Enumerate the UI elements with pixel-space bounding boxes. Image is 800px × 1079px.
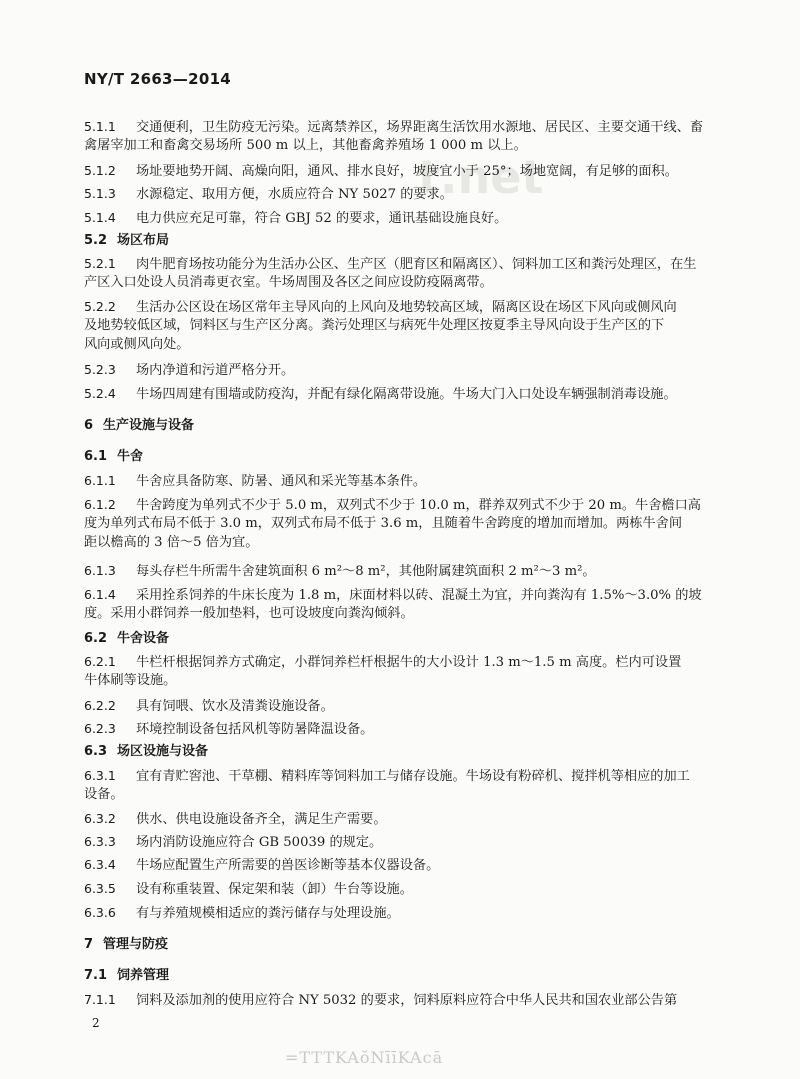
watermark: t.net	[418, 150, 544, 204]
clause-6-3-4	[84, 856, 720, 875]
clause-5-1-2	[84, 162, 720, 181]
clause-5-1-1-cont: 禽屠宰加工和畜禽交易场所 500 m 以上，其他畜禽养殖场 1 000 m 以上。	[84, 138, 527, 153]
clause-6-1-2-cont: 度为单列式布局不低于 3.0 m，双列式布局不低于 3.6 m，且随着牛舍跨度的增加而增加。两栋牛舍间	[84, 516, 683, 531]
section-heading-6-1	[84, 448, 720, 466]
clause-text: 有与养殖规模相适应的粪污储存与处理设施。	[136, 906, 400, 921]
clause-5-2-2-cont: 及地势较低区域，饲料区与生产区分离。粪污处理区与病死牛处理区按夏季主导风向设于生产区的下	[84, 318, 665, 333]
clause-5-2-4	[84, 385, 720, 404]
clause-number: 5.1.4	[84, 210, 116, 225]
clause-6-2-3	[84, 720, 720, 739]
chapter-heading-6	[84, 417, 720, 435]
clause-6-2-2	[84, 697, 720, 716]
clause-6-3-1-cont: 设备。	[84, 787, 124, 802]
clause-text: 肉牛肥育场按功能分为生活办公区、生产区（肥育区和隔离区）、饲料加工区和粪污处理区，在生	[136, 257, 697, 272]
section-number: 6.2	[84, 631, 108, 646]
clause-number: 6.3.2	[84, 811, 116, 826]
clause-number: 5.1.2	[84, 163, 116, 178]
clause-text: 牛舍应具备防寒、防暑、通风和采光等基本条件。	[136, 474, 427, 489]
section-number: 7	[84, 937, 94, 952]
section-number: 5.2	[84, 233, 108, 248]
clause-text: 交通便利，卫生防疫无污染。远离禁养区，场界距离生活饮用水源地、居民区、主要交通干线、畜	[136, 120, 704, 135]
clause-number: 6.2.3	[84, 721, 116, 736]
standard-number-header: NY/T 2663—2014	[84, 70, 232, 88]
clause-5-2-1	[84, 255, 720, 274]
clause-6-1-2	[84, 496, 720, 515]
clause-text: 具有饲喂、饮水及清粪设施设备。	[136, 699, 334, 714]
clause-text: 牛场应配置生产所需要的兽医诊断等基本仪器设备。	[136, 858, 440, 873]
clause-text: 牛舍跨度为单列式不少于 5.0 m，双列式不少于 10.0 m，群养双列式不少于 20 m。牛舍檐口高	[136, 498, 701, 513]
clause-text: 场址要地势开阔、高燥向阳，通风、排水良好，坡度宜小于 25°；场地宽阔，有足够的面积。	[136, 164, 678, 179]
clause-text: 宜有青贮窖池、干草棚、精料库等饲料加工与储存设施。牛场设有粉碎机、搅拌机等相应的加工	[136, 769, 690, 784]
section-title: 管理与防疫	[103, 937, 169, 952]
clause-6-1-4-cont: 度。采用小群饲养一般加垫料，也可设坡度向粪沟倾斜。	[84, 606, 414, 621]
section-title: 场区布局	[117, 233, 170, 248]
section-title: 牛舍	[117, 449, 144, 464]
clause-number: 6.3.5	[84, 881, 116, 896]
clause-6-3-2	[84, 810, 720, 829]
clause-6-3-1	[84, 767, 720, 786]
clause-text: 供水、供电设施设备齐全，满足生产需要。	[136, 812, 387, 827]
section-heading-6-3	[84, 743, 720, 761]
section-heading-5-2	[84, 232, 720, 250]
clause-number: 6.2.1	[84, 654, 116, 669]
section-title: 场区设施与设备	[117, 744, 209, 759]
clause-5-2-2-cont: 风向或侧风向处。	[84, 337, 190, 352]
clause-number: 6.2.2	[84, 698, 116, 713]
clause-text: 电力供应充足可靠，符合 GBJ 52 的要求，通讯基础设施良好。	[136, 211, 508, 226]
clause-5-2-2	[84, 298, 720, 317]
clause-text: 设有称重装置、保定架和装（卸）牛台等设施。	[136, 882, 413, 897]
clause-number: 6.1.1	[84, 473, 116, 488]
clause-text: 场内消防设施应符合 GB 50039 的规定。	[136, 835, 383, 850]
clause-number: 7.1.1	[84, 992, 116, 1007]
clause-6-1-4	[84, 586, 720, 605]
section-number: 6.3	[84, 744, 108, 759]
clause-text: 牛场四周建有围墙或防疫沟，并配有绿化隔离带设施。牛场大门入口处设车辆强制消毒设施。	[136, 387, 677, 402]
clause-number: 5.1.1	[84, 119, 116, 134]
clause-6-2-1-cont: 牛体刷等设施。	[84, 673, 177, 688]
clause-6-1-1	[84, 472, 720, 491]
clause-number: 5.2.1	[84, 256, 116, 271]
clause-text: 采用拴系饲养的牛床长度为 1.8 m，床面材料以砖、混凝土为宜，并向粪沟有 1.5%～3.0% 的坡	[136, 588, 702, 603]
clause-number: 5.1.3	[84, 186, 116, 201]
clause-text: 饲料及添加剂的使用应符合 NY 5032 的要求，饲料原料应符合中华人民共和国农业部公告第	[136, 993, 678, 1008]
clause-number: 5.2.4	[84, 386, 116, 401]
clause-6-3-5	[84, 880, 720, 899]
page-number: 2	[92, 1016, 100, 1030]
section-title: 饲养管理	[117, 968, 170, 983]
section-heading-7-1	[84, 967, 720, 985]
clause-text: 每头存栏牛所需牛舍建筑面积 6 m²～8 m²，其他附属建筑面积 2 m²～3 m²。	[136, 564, 596, 579]
clause-text: 场内净道和污道严格分开。	[136, 363, 295, 378]
clause-text: 环境控制设备包括风机等防暑降温设备。	[136, 722, 374, 737]
clause-5-2-3	[84, 361, 720, 380]
clause-text: 生活办公区设在场区常年主导风向的上风向及地势较高区域，隔离区设在场区下风向或侧风向	[136, 300, 677, 315]
clause-number: 6.3.4	[84, 857, 116, 872]
clause-number: 5.2.2	[84, 299, 116, 314]
clause-number: 6.3.6	[84, 905, 116, 920]
chapter-heading-7	[84, 936, 720, 954]
clause-5-2-1-cont: 产区入口处设人员消毒更衣室。牛场周围及各区之间应设防疫隔离带。	[84, 275, 493, 290]
clause-6-1-3	[84, 562, 720, 581]
clause-number: 6.3.1	[84, 768, 116, 783]
clause-6-1-2-cont: 距以檐高的 3 倍～5 倍为宜。	[84, 535, 259, 550]
clause-number: 6.3.3	[84, 834, 116, 849]
section-number: 7.1	[84, 968, 108, 983]
clause-text: 水源稳定、取用方便，水质应符合 NY 5027 的要求。	[136, 187, 453, 202]
clause-5-1-1	[84, 118, 720, 137]
clause-number: 6.1.3	[84, 563, 116, 578]
section-heading-6-2	[84, 630, 720, 648]
clause-6-3-6	[84, 904, 720, 923]
clause-6-2-1	[84, 653, 720, 672]
section-title: 牛舍设备	[117, 631, 170, 646]
section-number: 6.1	[84, 449, 108, 464]
clause-number: 6.1.4	[84, 587, 116, 602]
clause-text: 牛栏杆根据饲养方式确定，小群饲养栏杆根据牛的大小设计 1.3 m～1.5 m 高度。栏内可设置	[136, 655, 682, 670]
clause-5-1-3	[84, 185, 720, 204]
footer-text: =TTTKAŏNīīKAcā	[285, 1048, 444, 1067]
clause-6-3-3	[84, 833, 720, 852]
section-number: 6	[84, 418, 94, 433]
clause-number: 6.1.2	[84, 497, 116, 512]
section-title: 生产设施与设备	[103, 418, 195, 433]
clause-5-1-4	[84, 209, 720, 228]
clause-7-1-1	[84, 991, 720, 1010]
clause-number: 5.2.3	[84, 362, 116, 377]
